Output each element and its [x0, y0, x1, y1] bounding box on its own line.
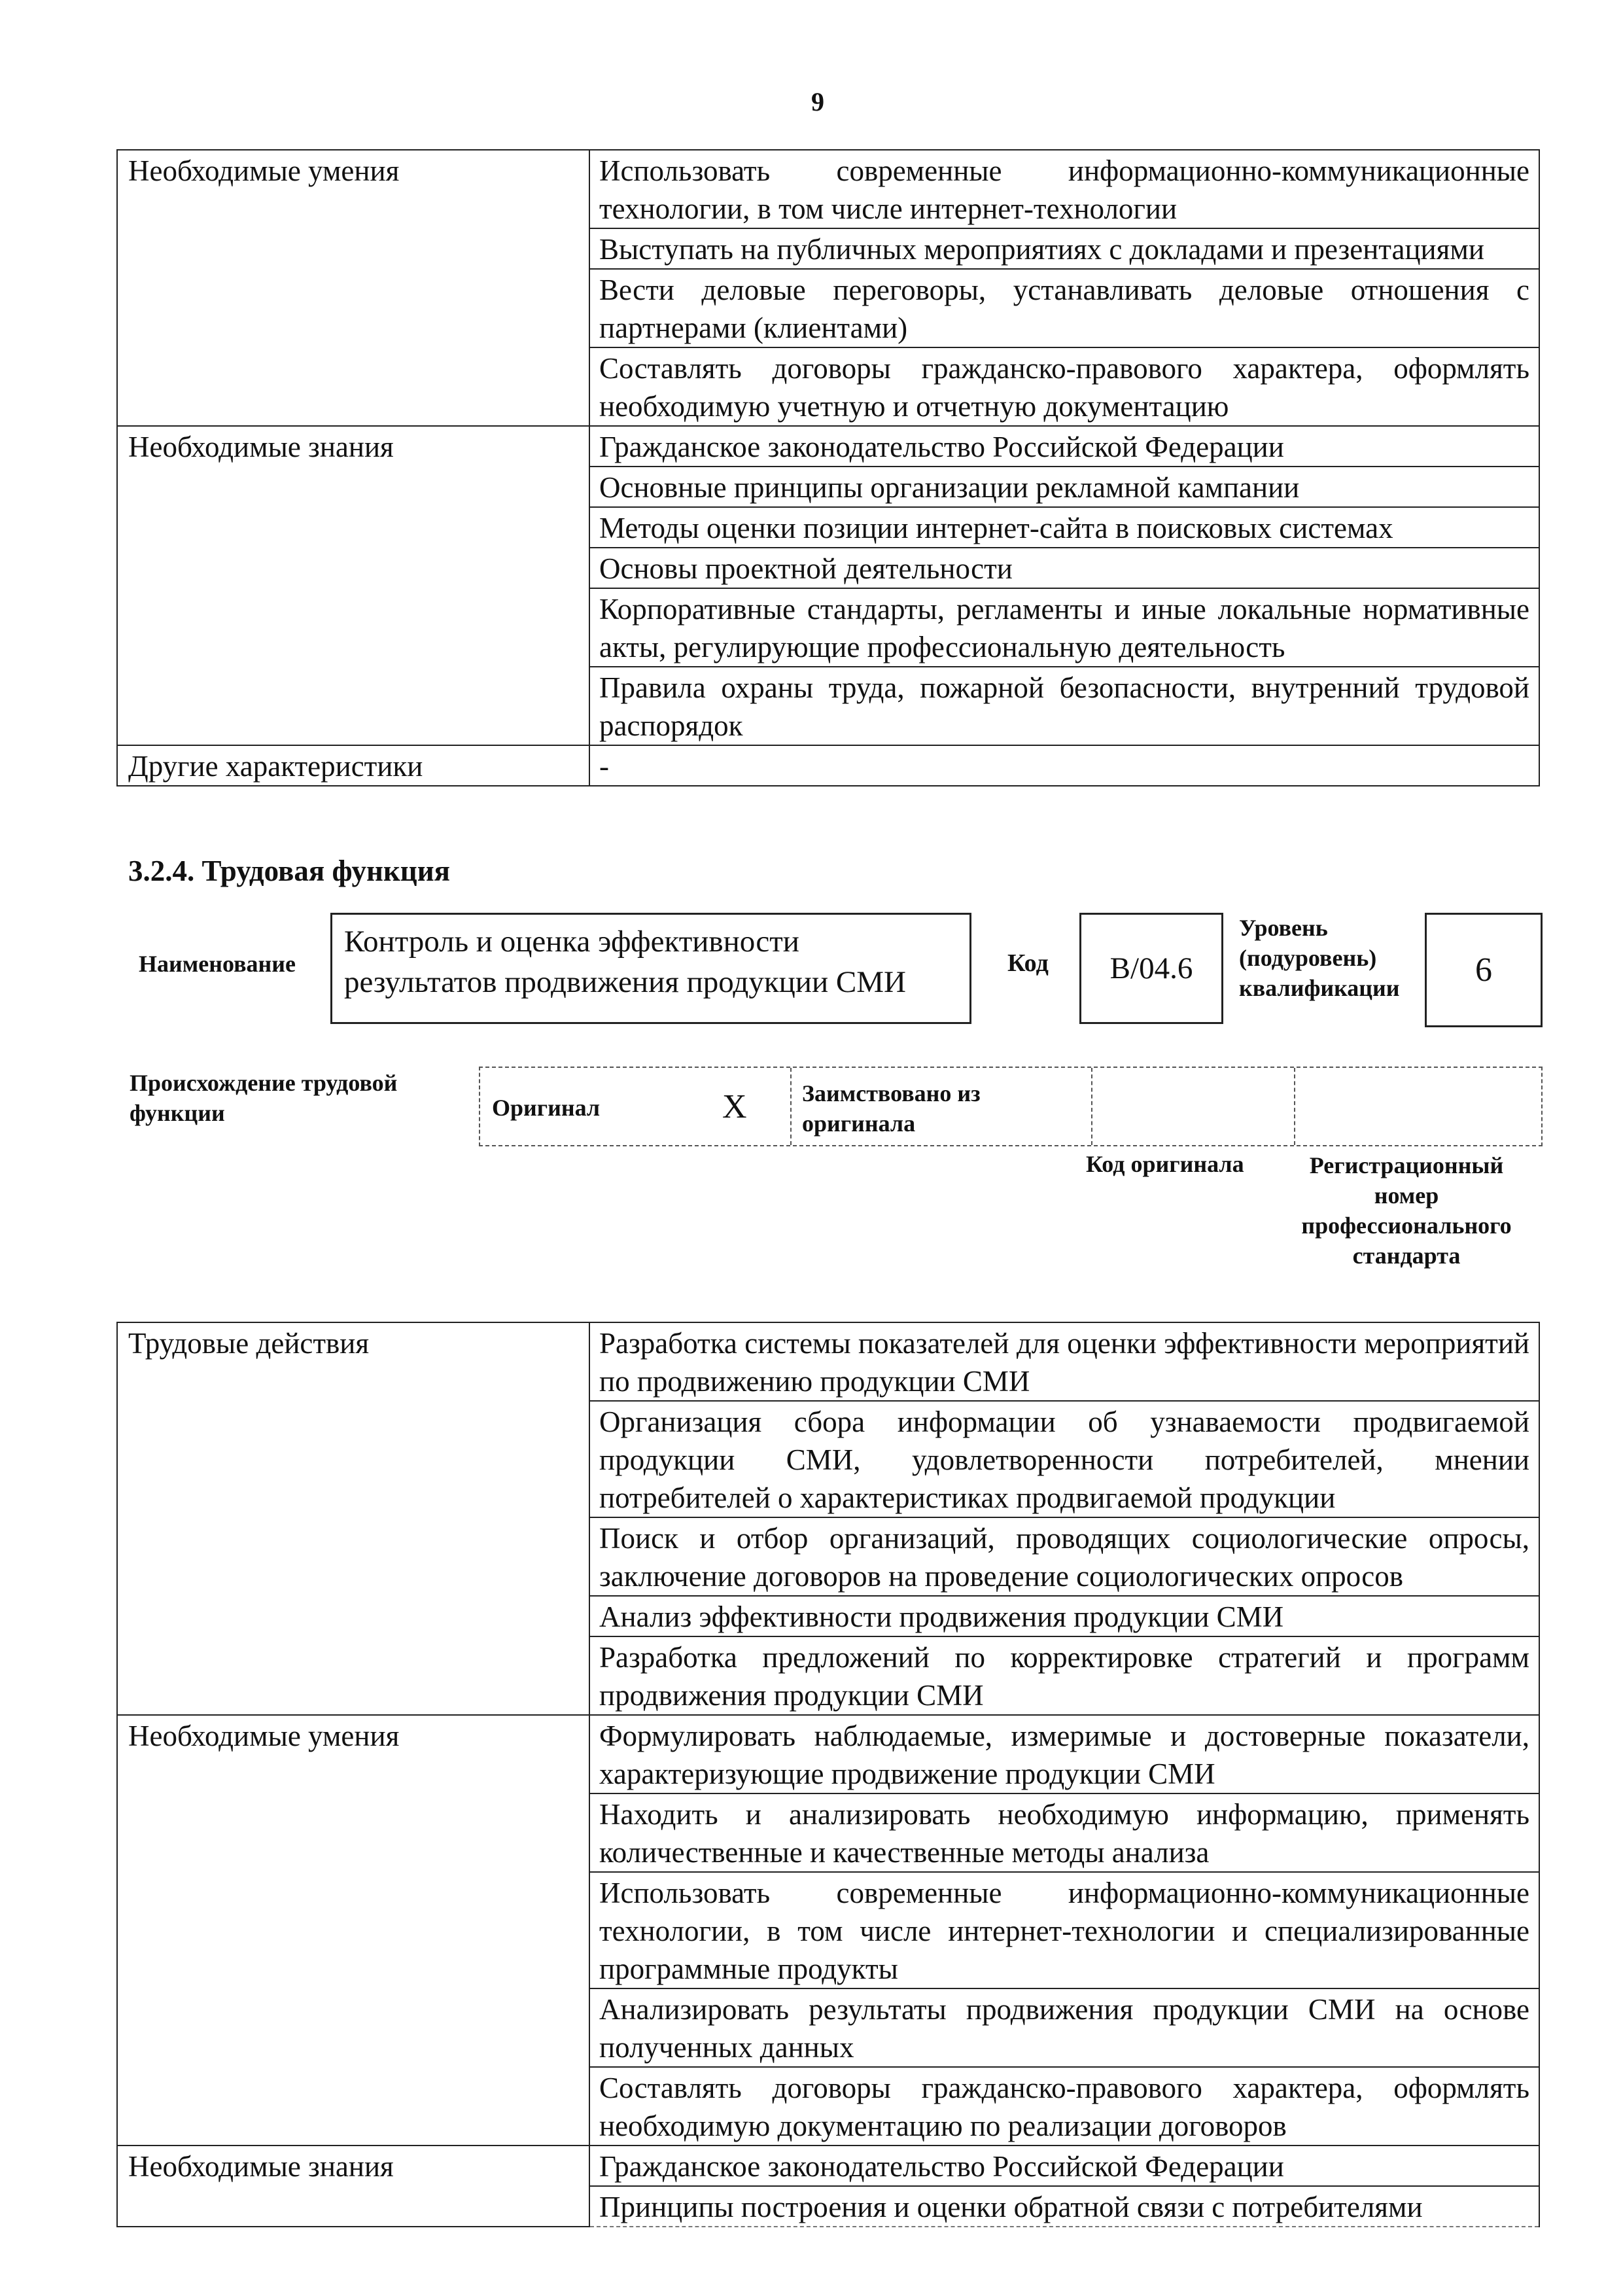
- skill-item: Составлять договоры гражданско-правового характера, оформлять необходимую документацию по реализации договоров: [589, 2067, 1539, 2146]
- reg-number-caption: Регистрационный номер профессионального стандарта: [1301, 1152, 1512, 1269]
- knowledge-item: Методы оценки позиции интернет-сайта в поисковых системах: [589, 507, 1539, 548]
- function-name-value: Контроль и оценка эффективности результатов продвижения продукции СМИ: [330, 913, 971, 1024]
- skill-item: Находить и анализировать необходимую информацию, применять количественные и качественные методы анализа: [589, 1793, 1539, 1872]
- skill-item: Вести деловые переговоры, устанавливать деловые отношения с партнерами (клиентами): [589, 269, 1539, 347]
- original-code-cell: [1092, 1068, 1295, 1145]
- knowledge-item: Правила охраны труда, пожарной безопасности, внутренний трудовой распорядок: [589, 667, 1539, 745]
- knowledge-item: Корпоративные стандарты, регламенты и иные локальные нормативные акты, регулирующие профессиональную деятельность: [589, 588, 1539, 667]
- action-item: Поиск и отбор организаций, проводящих социологические опросы, заключение договоров на проведение социологических опросов: [589, 1517, 1539, 1596]
- code-value: B/04.6: [1079, 913, 1223, 1024]
- borrowed-cell: [792, 1068, 1092, 1145]
- top-continuation-table: [116, 149, 1540, 786]
- origin-row: [479, 1067, 1543, 1146]
- action-item: Разработка системы показателей для оценки эффективности мероприятий по продвижению продукции СМИ: [589, 1322, 1539, 1401]
- action-item: Организация сбора информации об узнаваемости продвигаемой продукции СМИ, удовлетворенности потребителей, мнении потребителей о характеристиках продвигаемой продукции: [589, 1401, 1539, 1517]
- function-details-table: [116, 1322, 1540, 2227]
- qualification-level-label: Уровень (подуровень) квалификации: [1239, 915, 1400, 1001]
- code-label: Код: [1007, 949, 1049, 977]
- knowledge-item: Гражданское законодательство Российской Федерации: [589, 2146, 1539, 2186]
- original-code-caption: Код оригинала: [1086, 1151, 1244, 1177]
- borrowed-label: Заимствовано из оригинала: [802, 1080, 981, 1137]
- knowledge-item: Гражданское законодательство Российской Федерации: [589, 426, 1539, 467]
- origin-label: Происхождение трудовой функции: [130, 1070, 398, 1126]
- actions-label: Трудовые действия: [117, 1322, 589, 1715]
- knowledge-label: Необходимые знания: [117, 426, 589, 745]
- name-label: Наименование: [139, 951, 296, 977]
- qualification-level-value: 6: [1425, 913, 1543, 1027]
- other-characteristics-value: -: [589, 745, 1539, 786]
- skill-item: Анализировать результаты продвижения продукции СМИ на основе полученных данных: [589, 1988, 1539, 2067]
- skills-label: Необходимые умения: [117, 150, 589, 426]
- knowledge-item: Основные принципы организации рекламной кампании: [589, 467, 1539, 507]
- action-item: Разработка предложений по корректировке стратегий и программ продвижения продукции СМИ: [589, 1636, 1539, 1715]
- skills-label: Необходимые умения: [117, 1715, 589, 2146]
- page-number: 9: [811, 87, 824, 116]
- skill-item: Формулировать наблюдаемые, измеримые и достоверные показатели, характеризующие продвижение продукции СМИ: [589, 1715, 1539, 1793]
- skill-item: Использовать современные информационно-коммуникационные технологии, в том числе интернет-технологии и специализированные программные продукты: [589, 1872, 1539, 1988]
- skill-item: Выступать на публичных мероприятиях с докладами и презентациями: [589, 228, 1539, 269]
- section-heading: 3.2.4. Трудовая функция: [128, 855, 451, 887]
- original-cell: [480, 1068, 792, 1145]
- action-item: Анализ эффективности продвижения продукции СМИ: [589, 1596, 1539, 1636]
- skill-item: Составлять договоры гражданско-правового характера, оформлять необходимую учетную и отчетную документацию: [589, 347, 1539, 426]
- knowledge-item: Принципы построения и оценки обратной связи с потребителями: [589, 2186, 1539, 2227]
- original-mark: X: [722, 1088, 747, 1125]
- original-label: Оригинал: [492, 1095, 601, 1121]
- other-characteristics-label: Другие характеристики: [117, 745, 589, 786]
- knowledge-label: Необходимые знания: [117, 2146, 589, 2227]
- skill-item: Использовать современные информационно-коммуникационные технологии, в том числе интернет-технологии: [589, 150, 1539, 228]
- knowledge-item: Основы проектной деятельности: [589, 548, 1539, 588]
- reg-number-cell: [1295, 1068, 1541, 1145]
